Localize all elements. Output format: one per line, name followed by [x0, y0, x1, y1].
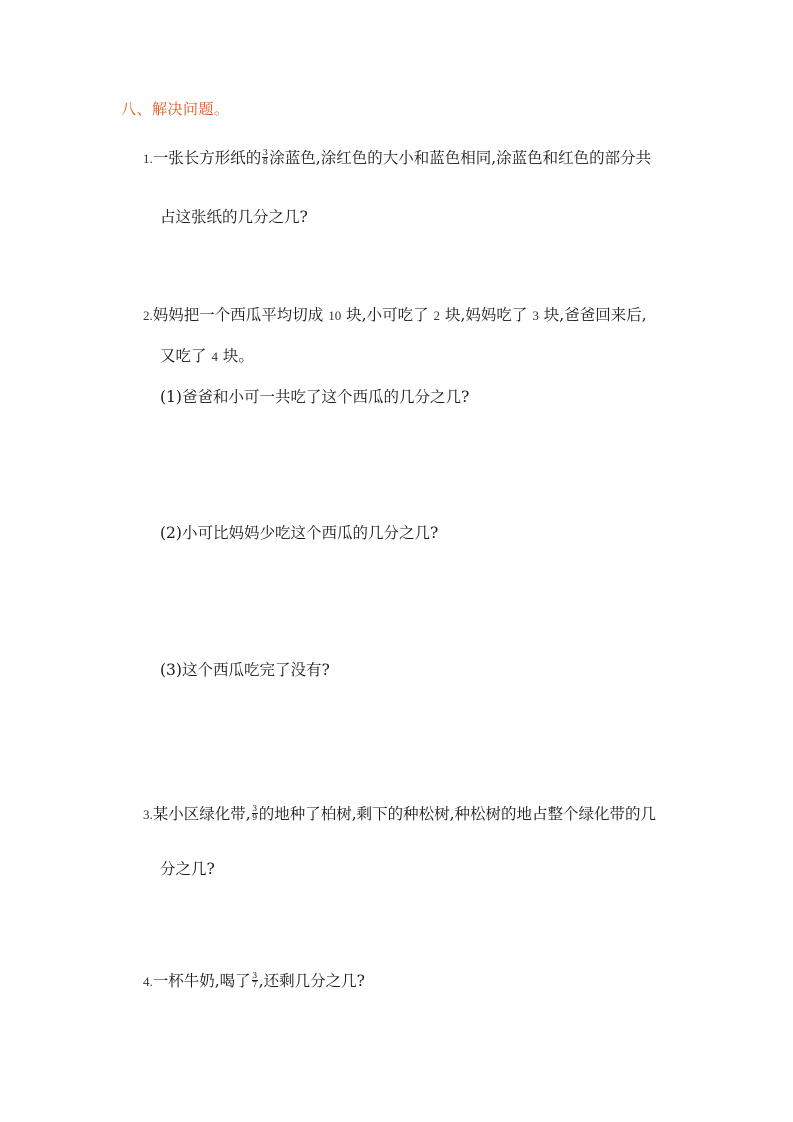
fraction-denominator: 9 [252, 813, 258, 822]
question-2-text: 又吃了 [160, 347, 207, 365]
question-3-line-1 [143, 803, 656, 826]
question-2-text: 块,爸爸回来后, [543, 306, 647, 324]
question-3-text-after: 的地种了柏树,剩下的种松树,种松树的地占整个绿化带的几 [258, 805, 657, 823]
question-2-text: 妈妈把一个西瓜平均切成 [152, 306, 324, 324]
question-1-fraction [262, 149, 268, 165]
question-3-number: 3. [143, 807, 153, 822]
question-1-line-1 [143, 147, 651, 170]
question-2-text: 块。 [222, 347, 254, 365]
question-4-text-before: 一杯牛奶,喝了 [152, 972, 251, 990]
fraction-numerator: 3 [252, 971, 258, 980]
question-1-text-after: 涂蓝色,涂红色的大小和蓝色相同,涂蓝色和红色的部分共 [269, 149, 652, 167]
question-2-value: 2 [433, 308, 441, 323]
fraction-numerator: 3 [252, 804, 258, 813]
question-2-line-1 [143, 304, 647, 327]
question-2-value: 3 [532, 308, 539, 323]
question-1-number: 1. [143, 151, 153, 166]
question-2-sub-1: (1)爸爸和小可一共吃了这个西瓜的几分之几? [160, 388, 470, 406]
question-3-text-before: 某小区绿化带, [152, 805, 251, 823]
question-3-line-2: 分之几? [160, 860, 215, 878]
question-2-value: 4 [211, 349, 218, 364]
question-2-sub-2: (2)小可比妈妈少吃这个西瓜的几分之几? [160, 524, 439, 542]
question-2-sub-3: (3)这个西瓜吃完了没有? [160, 661, 330, 679]
question-2-line-2 [160, 345, 254, 368]
question-2-number: 2. [143, 308, 153, 323]
question-1-line-2: 占这张纸的几分之几? [160, 208, 308, 226]
question-2-text: 块,妈妈吃了 [444, 306, 528, 324]
fraction-numerator: 3 [262, 148, 268, 157]
question-4-text-after: ,还剩几分之几? [258, 972, 365, 990]
question-4-fraction [252, 972, 258, 988]
fraction-denominator: 7 [252, 980, 258, 989]
question-2-value: 10 [328, 308, 342, 323]
question-4-line-1 [143, 970, 365, 993]
fraction-denominator: 8 [262, 157, 268, 166]
question-3-fraction [252, 805, 258, 821]
section-title: 八、解决问题。 [121, 100, 230, 118]
question-4-number: 4. [143, 974, 153, 989]
question-1-text-before: 一张长方形纸的 [152, 149, 262, 167]
question-2-text: 块,小可吃了 [346, 306, 429, 324]
